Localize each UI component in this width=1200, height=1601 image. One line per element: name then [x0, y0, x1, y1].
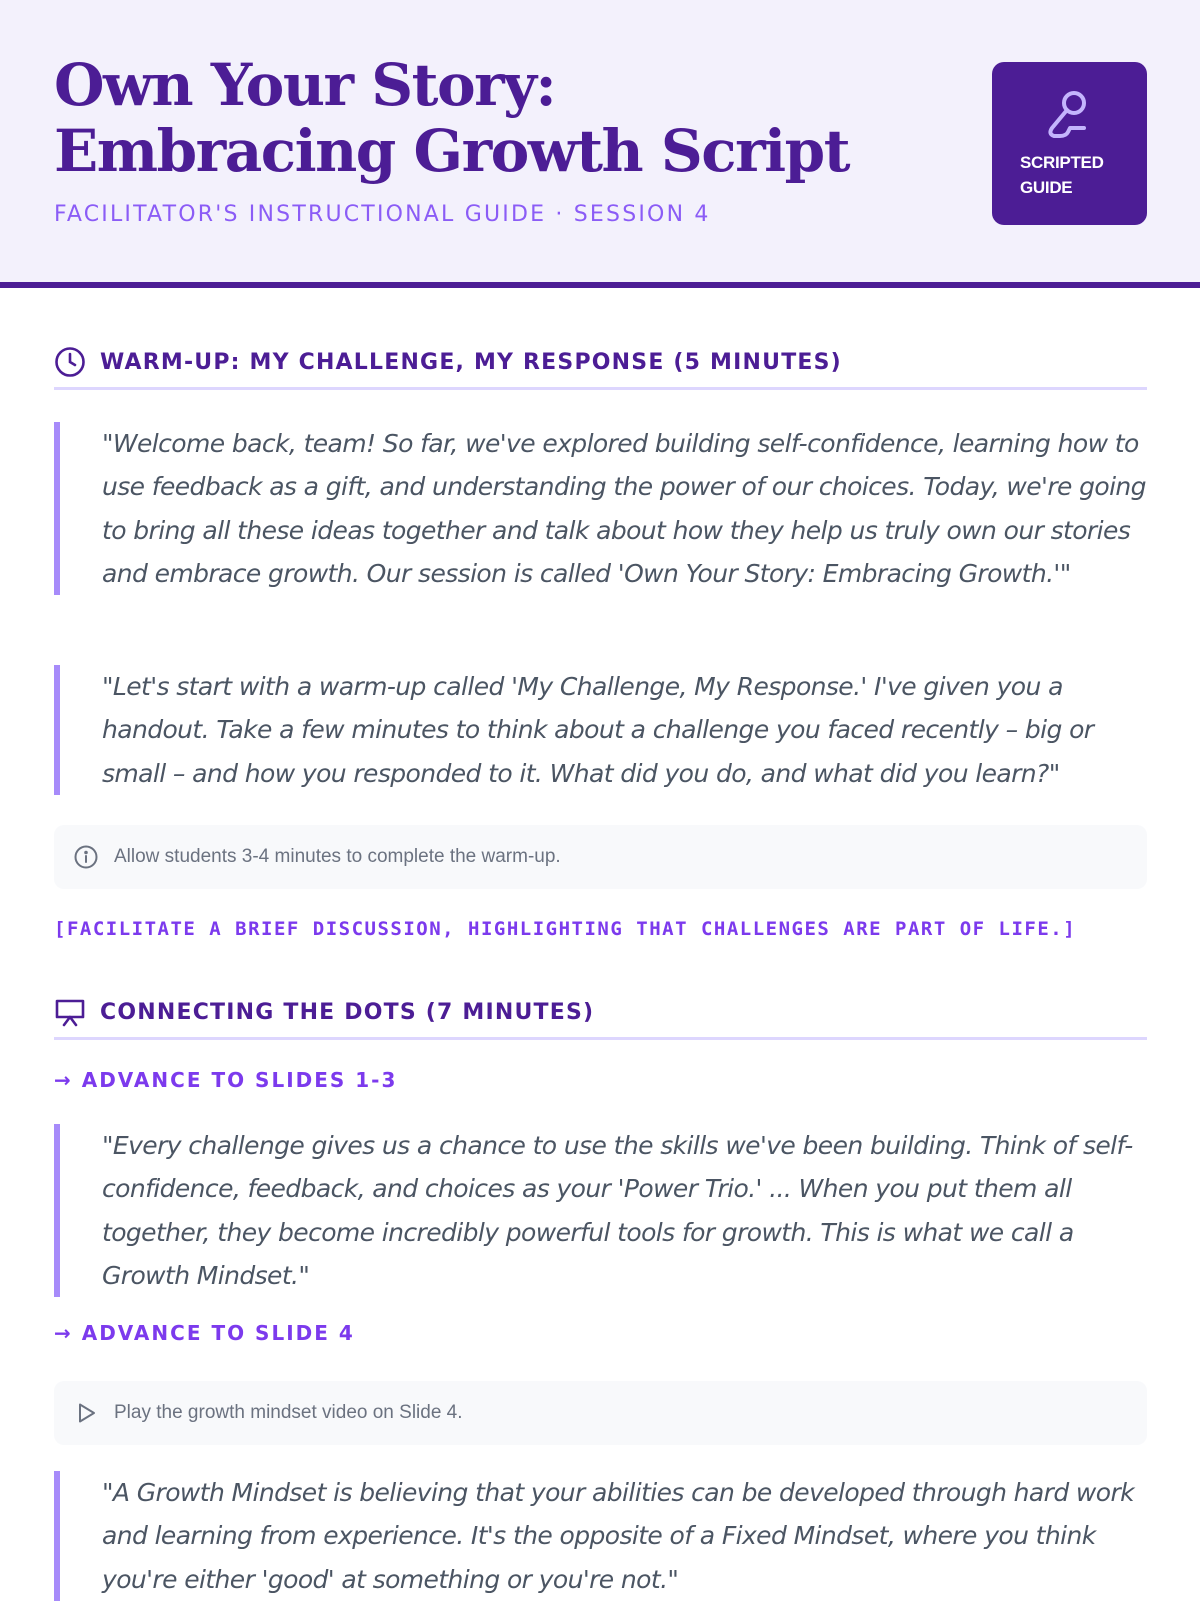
section-heading-label: WARM-UP: MY CHALLENGE, MY RESPONSE (5 MINUTES): [100, 350, 842, 375]
note-text: Play the growth mindset video on Slide 4.: [114, 1402, 463, 1423]
badge-line-2: GUIDE: [1020, 178, 1073, 197]
script-quote: "Let's start with a warm-up called 'My Challenge, My Response.' I've given you a handout. Take a few minutes to think about a challenge you faced recently – big or small – and how you responded to it. What did you do, and what did you learn?": [54, 665, 1147, 795]
slide-cue: → ADVANCE TO SLIDE 4: [54, 1321, 355, 1345]
facilitator-note: [54, 825, 1147, 889]
info-icon: [74, 845, 98, 874]
script-quote: "Welcome back, team! So far, we've explored building self-confidence, learning how to use feedback as a gift, and understanding the power of our choices. Today, we're going to bring all these ideas together and talk about how they help us truly own our stories and embrace growth. Our session is called 'Own Your Story: Embracing Growth.'": [54, 422, 1147, 595]
play-icon: [74, 1401, 98, 1430]
badge-line-1: SCRIPTED: [1020, 153, 1104, 172]
scripted-guide-badge: [992, 62, 1147, 225]
clock-icon: [54, 346, 86, 383]
facilitation-cue: [FACILITATE A BRIEF DISCUSSION, HIGHLIGHTING THAT CHALLENGES ARE PART OF LIFE.]: [54, 918, 1077, 940]
script-quote: "A Growth Mindset is believing that your abilities can be developed through hard work and learning from experience. It's the opposite of a Fixed Mindset, where you think you're either 'good' at something or you're not.": [54, 1471, 1147, 1601]
page-subtitle: FACILITATOR'S INSTRUCTIONAL GUIDE · SESSION 4: [54, 202, 711, 227]
section-heading-warm-up: [54, 328, 1147, 390]
slide-cue: → ADVANCE TO SLIDES 1-3: [54, 1068, 398, 1092]
page-header: [0, 0, 1200, 288]
section-heading-connecting-the-dots: [54, 978, 1147, 1040]
presentation-icon: [54, 996, 86, 1033]
page-title: Own Your Story: Embracing Growth Script: [54, 51, 850, 185]
section-heading-label: CONNECTING THE DOTS (7 MINUTES): [100, 1000, 595, 1025]
microphone-icon: [1044, 88, 1092, 147]
facilitator-note: [54, 1381, 1147, 1445]
note-text: Allow students 3-4 minutes to complete the warm-up.: [114, 846, 561, 867]
script-quote: "Every challenge gives us a chance to use the skills we've been building. Think of self-confidence, feedback, and choices as your 'Power Trio.' ... When you put them all together, they become incredibly powerful tools for growth. This is what we call a Growth Mindset.": [54, 1124, 1147, 1297]
